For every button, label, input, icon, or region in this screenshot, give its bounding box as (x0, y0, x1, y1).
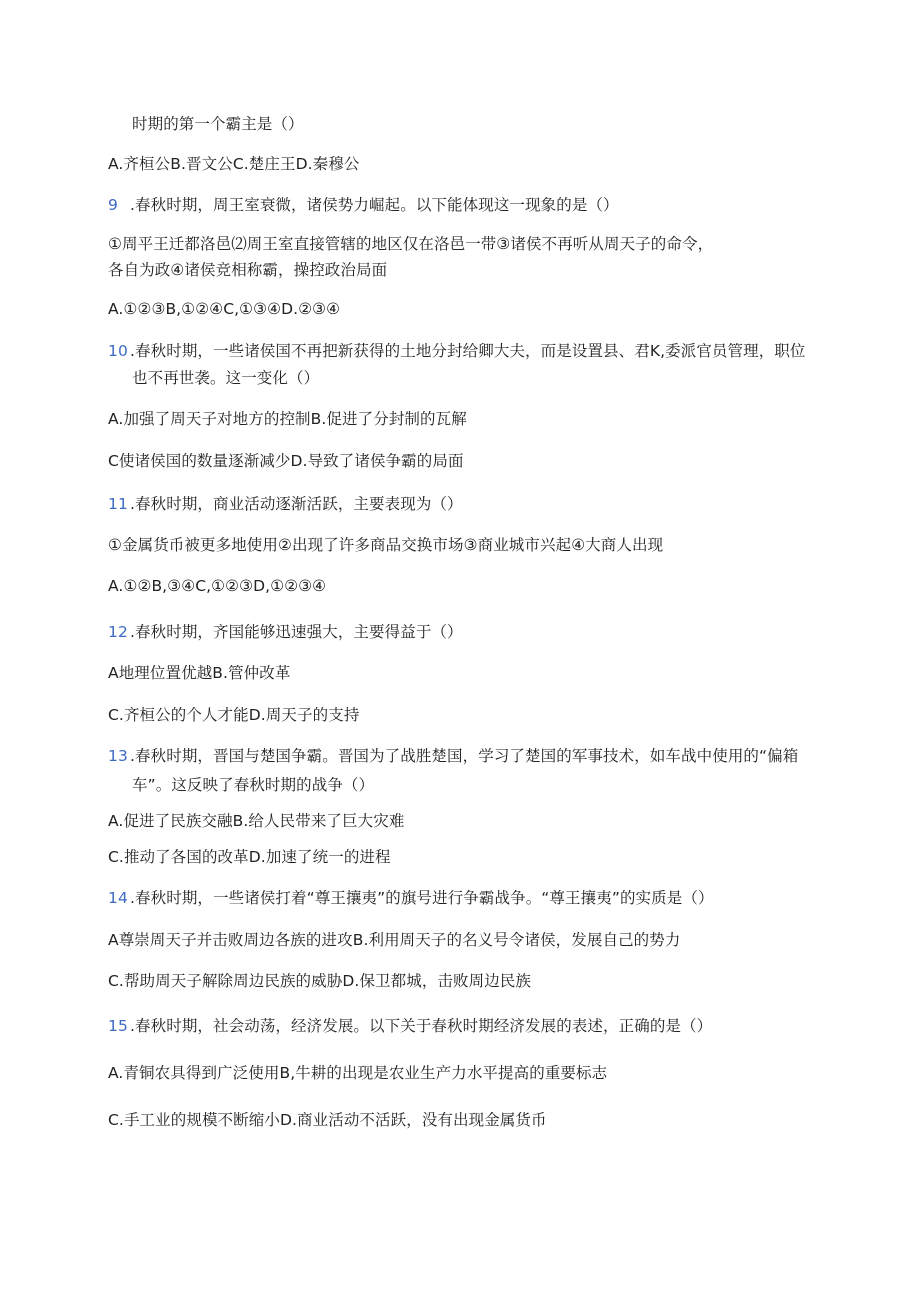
question-10-stem (108, 341, 806, 361)
line-text: 时期的第一个霸主是（） (132, 115, 304, 133)
line-text: .春秋时期，商业活动逐渐活跃，主要表现为（） (130, 495, 463, 513)
question-9-options (108, 299, 340, 319)
question-15-options-cd (108, 1110, 547, 1130)
line-text: A.加强了周天子对地方的控制B.促进了分封制的瓦解 (108, 410, 467, 428)
line-text: C.手工业的规模不断缩小D.商业活动不活跃，没有出现金属货币 (108, 1111, 547, 1129)
question-12-options-cd (108, 705, 359, 725)
question-15-stem (108, 1016, 712, 1036)
question-number: 12 (108, 623, 128, 641)
line-text: ①周平王迁都洛邑⑵周王室直接管辖的地区仅在洛邑一带③诸侯不再听从周天子的命令， (108, 235, 714, 253)
question-14-options-ab (108, 930, 680, 950)
line-text: .春秋时期，齐国能够迅速强大，主要得益于（） (130, 623, 463, 641)
question-10-options-cd (108, 451, 464, 471)
question-8-options (108, 154, 359, 174)
question-11-statements (108, 535, 663, 555)
line-text: A.①②③B,①②④C,①③④D.②③④ (108, 300, 341, 318)
line-text: .春秋时期，一些诸侯国不再把新获得的土地分封给卿大夫，而是设置县、君K,委派官员管理，职位 (130, 342, 806, 360)
question-8-continuation (132, 114, 304, 134)
question-number: 14 (108, 889, 128, 907)
line-text: C使诸侯国的数量逐渐减少D.导致了诸侯争霸的局面 (108, 452, 464, 470)
question-14-stem (108, 888, 714, 908)
line-text: A尊崇周天子并击败周边各族的进攻B.利用周天子的名义号令诸侯，发展自己的势力 (108, 931, 681, 949)
question-9-stem (108, 195, 619, 215)
question-12-options-ab (108, 663, 290, 683)
question-14-options-cd (108, 971, 531, 991)
line-text: A.促进了民族交融B.给人民带来了巨大灾难 (108, 812, 405, 830)
question-number: 15 (108, 1017, 128, 1035)
line-text: A地理位置优越B.管仲改革 (108, 664, 291, 682)
line-text: .春秋时期，周王室衰微，诸侯势力崛起。以下能体现这一现象的是（） (130, 196, 619, 214)
line-text: C.推动了各国的改革D.加速了统一的进程 (108, 848, 391, 866)
question-15-options-ab (108, 1063, 607, 1083)
line-text: .春秋时期，一些诸侯打着“尊王攘夷”的旗号进行争霸战争。“尊王攘夷”的实质是（） (130, 889, 714, 907)
question-12-stem (108, 622, 463, 642)
question-number: 13 (108, 747, 128, 765)
line-text: C.帮助周天子解除周边民族的威胁D.保卫都城，击败周边民族 (108, 972, 532, 990)
line-text: .春秋时期，社会动荡，经济发展。以下关于春秋时期经济发展的表述，正确的是（） (130, 1017, 713, 1035)
question-10-options-ab (108, 409, 467, 429)
question-13-options-cd (108, 847, 391, 867)
line-text: A.①②B,③④C,①②③D,①②③④ (108, 577, 327, 595)
line-text: C.齐桓公的个人才能D.周天子的支持 (108, 706, 360, 724)
question-13-options-ab (108, 811, 404, 831)
question-13-stem-cont (132, 775, 374, 795)
line-text: ①金属货币被更多地使用②出现了许多商品交换市场③商业城市兴起④大商人出现 (108, 536, 664, 554)
line-text: .春秋时期，晋国与楚国争霸。晋国为了战胜楚国，学习了楚国的军事技术，如车战中使用的“偏箱 (130, 747, 799, 765)
question-13-stem (108, 746, 798, 766)
question-11-stem (108, 494, 463, 514)
question-10-stem-cont (132, 368, 319, 388)
line-text: A.青铜农具得到广泛使用B,牛耕的出现是农业生产力水平提高的重要标志 (108, 1064, 608, 1082)
line-text: 各自为政④诸侯竞相称霸，操控政治局面 (108, 261, 388, 279)
question-9-statements-cont (108, 260, 387, 280)
line-text: 车”。这反映了春秋时期的战争（） (132, 776, 375, 794)
question-11-options (108, 576, 326, 596)
question-number: 10 (108, 342, 128, 360)
line-text: A.齐桓公B.晋文公C.楚庄王D.秦穆公 (108, 155, 360, 173)
question-number: 11 (108, 495, 128, 513)
line-text: 也不再世袭。这一变化（） (132, 369, 320, 387)
question-number: 9 (108, 196, 118, 214)
question-9-statements (108, 234, 713, 254)
